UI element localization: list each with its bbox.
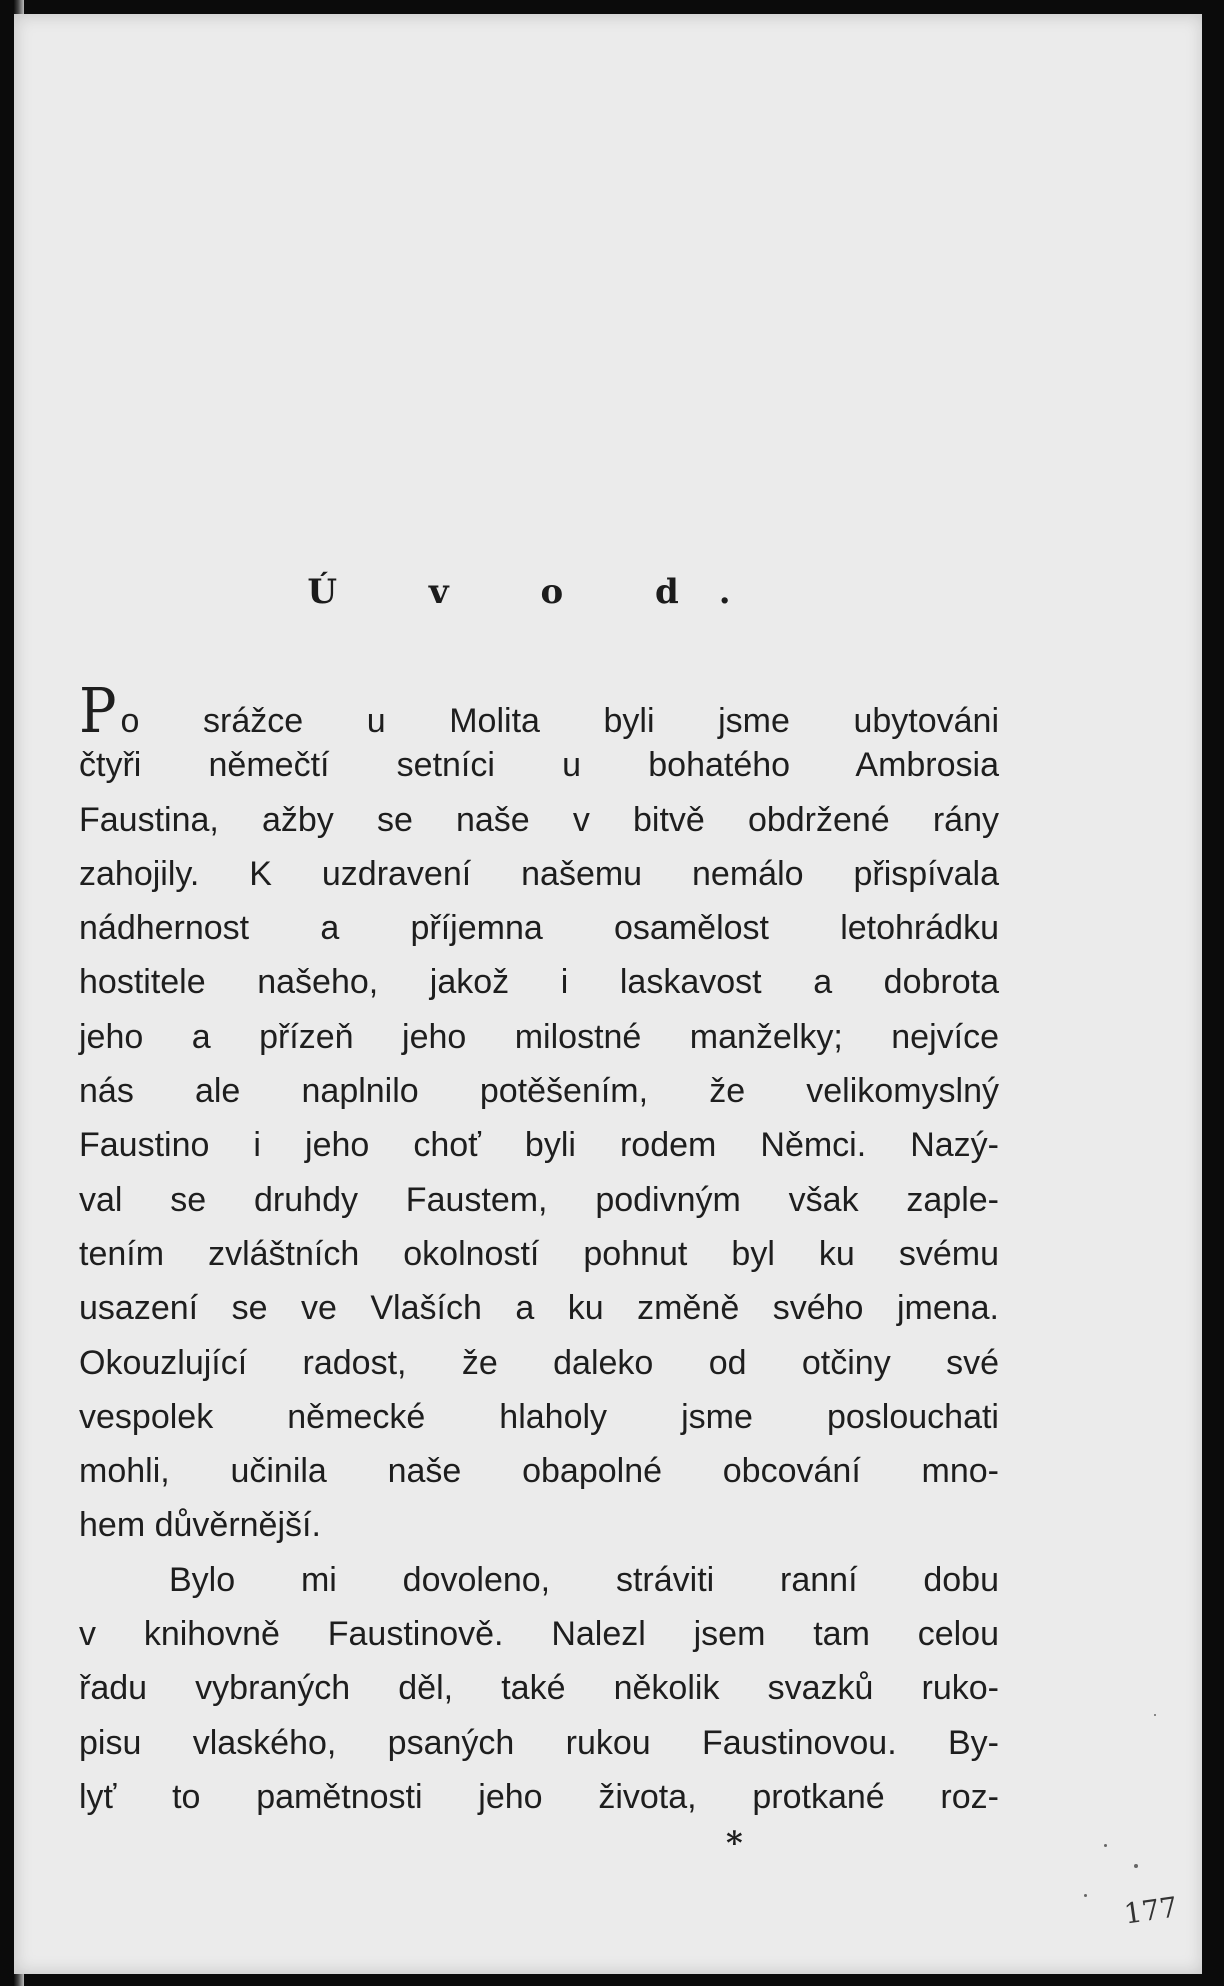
text-line: čtyři němečtí setníci u bohatého Ambrosia [79,746,999,785]
text-line: v knihovně Faustinově. Nalezl jsem tam celou [79,1615,999,1654]
text-line: Faustino i jeho choť byli rodem Němci. Nazý- [79,1126,999,1165]
text-line: Po srážce u Molita byli jsme ubytováni [79,674,999,747]
paper-speck [1084,1894,1087,1897]
text-line: vespolek německé hlaholy jsme poslouchati [79,1397,999,1436]
text-line: mohli, učinila naše obapolné obcování mno- [79,1452,999,1491]
page-shadow-right [1202,0,1224,1986]
text-line: hostitele našeho, jakož i laskavost a dobrota [79,963,999,1002]
paper-speck [1104,1844,1107,1847]
text-line: řadu vybraných děl, také několik svazků ruko- [79,1669,999,1708]
text-line: zahojily. K uzdravení našemu nemálo přispívala [79,854,999,893]
text-line: Bylo mi dovoleno, stráviti ranní dobu [169,1560,999,1599]
text-line: nás ale naplnilo potěšením, že velikomyslný [79,1072,999,1111]
chapter-title: Ú v o d. [307,572,771,612]
text-line: lyť to pamětnosti jeho života, protkané roz- [79,1777,999,1816]
text-line: Faustina, ažby se naše v bitvě obdržené rány [79,800,999,839]
text-line: jeho a přízeň jeho milostné manželky; nejvíce [79,1017,999,1056]
text-line: nádhernost a příjemna osamělost letohrádku [79,909,999,948]
text-line: val se druhdy Faustem, podivným však zaple- [79,1180,999,1219]
text-line: usazení se ve Vlaších a ku změně svého jmena. [79,1289,999,1328]
paper-speck [1134,1864,1138,1868]
text-line: hem důvěrnější. [79,1506,321,1545]
text-line: pisu vlaského, psaných rukou Faustinovou. By- [79,1723,999,1762]
text-line: Okouzlující radost, že daleko od otčiny své [79,1343,999,1382]
text-line: tením zvláštních okolností pohnut byl ku svému [79,1234,999,1273]
drop-cap: P [79,674,117,747]
signature-mark: * [726,1824,743,1862]
page-stamp: 177 [1121,1890,1180,1931]
body-text [79,674,999,1824]
paper-speck [1154,1714,1156,1716]
document-page [14,14,1204,1974]
